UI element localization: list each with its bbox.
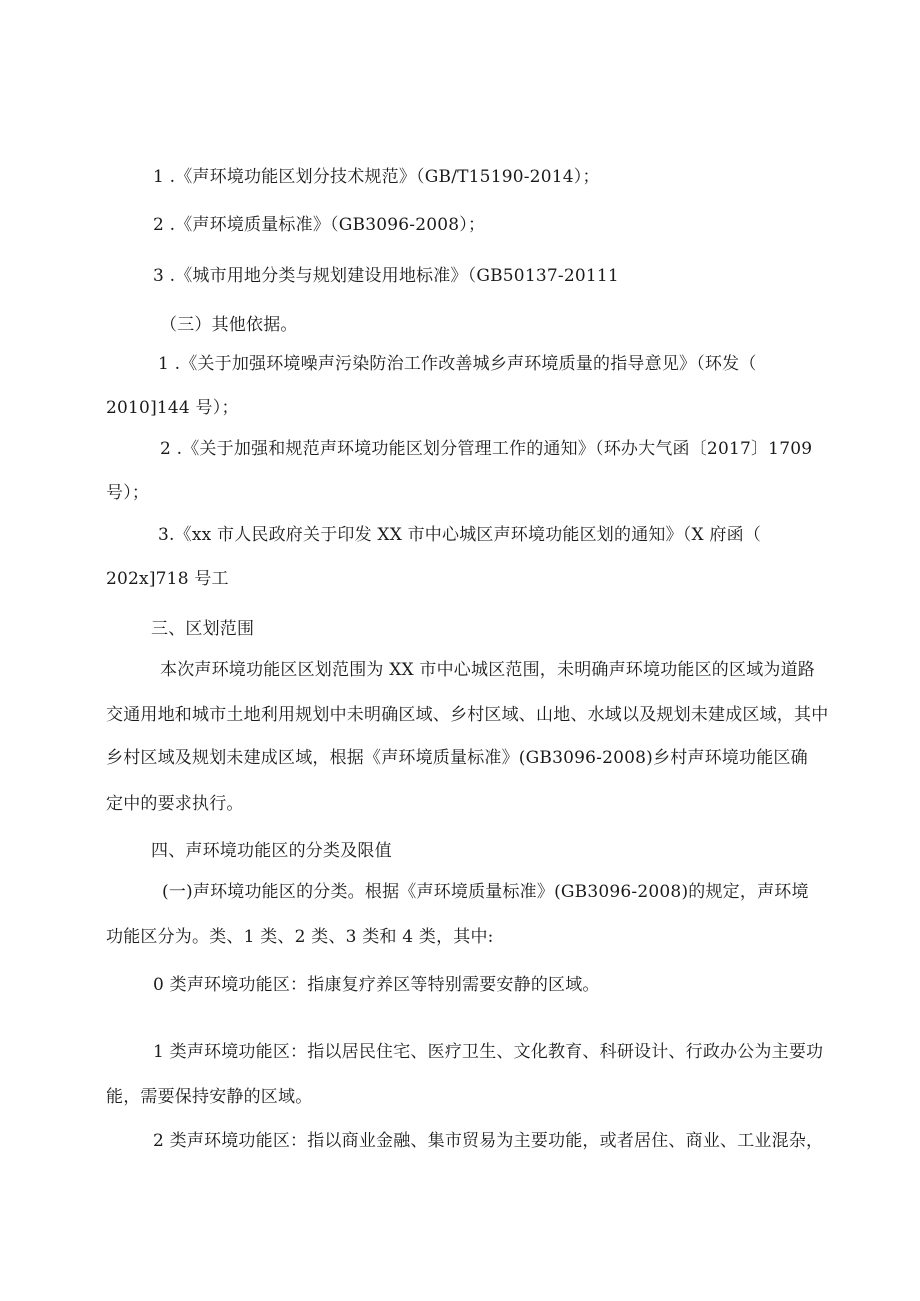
scope-paragraph-line-2: 交通用地和城市土地利用规划中未明确区域、乡村区域、山地、水域以及规划未建成区域，其中 [106,705,829,725]
other-basis-item-3: 3.《xx 市人民政府关于印发 XX 市中心城区声环境功能区划的通知》（X 府函（ [158,525,762,545]
reference-item-3: 3 .《城市用地分类与规划建设用地标准》（GB50137-20111 [153,266,619,286]
scope-paragraph-line-4: 定中的要求执行。 [106,794,244,814]
class-2-description-line-1: 2 类声环境功能区：指以商业金融、集市贸易为主要功能，或者居住、商业、工业混杂， [153,1131,824,1151]
other-basis-item-2: 2 .《关于加强和规范声环境功能区划分管理工作的通知》（环办大气函〔2017〕1709 [160,439,813,459]
other-basis-item-1: 1 .《关于加强环境噪声污染防治工作改善城乡声环境质量的指导意见》（环发（ [158,354,757,374]
section-heading-other-basis: （三）其他依据。 [160,315,298,335]
classification-paragraph-line-2: 功能区分为。类、1 类、2 类、3 类和 4 类，其中: [106,927,494,947]
section-heading-classification: 四、声环境功能区的分类及限值 [151,841,392,861]
class-1-description-line-1: 1 类声环境功能区：指以居民住宅、医疗卫生、文化教育、科研设计、行政办公为主要功 [153,1042,824,1062]
class-1-description-line-2: 能，需要保持安静的区域。 [106,1087,313,1107]
scope-paragraph-line-3: 乡村区域及规划未建成区域，根据《声环境质量标准》(GB3096-2008)乡村声环境功能区确 [106,748,808,768]
section-heading-scope: 三、区划范围 [151,619,255,639]
scope-paragraph-line-1: 本次声环境功能区区划范围为 XX 市中心城区范围，未明确声环境功能区的区域为道路 [160,660,816,680]
reference-item-2: 2 .《声环境质量标准》（GB3096-2008）； [153,215,486,235]
reference-item-1: 1 .《声环境功能区划分技术规范》（GB/T15190-2014）； [153,167,600,187]
classification-paragraph-line-1: (一)声环境功能区的分类。根据《声环境质量标准》(GB3096-2008)的规定，声环境 [162,882,809,902]
other-basis-item-1-cont: 2010]144 号）； [106,398,239,418]
class-0-description: 0 类声环境功能区：指康复疗养区等特别需要安静的区域。 [153,975,600,995]
other-basis-item-2-cont: 号）； [106,483,150,503]
other-basis-item-3-cont: 202x]718 号工 [106,569,229,589]
